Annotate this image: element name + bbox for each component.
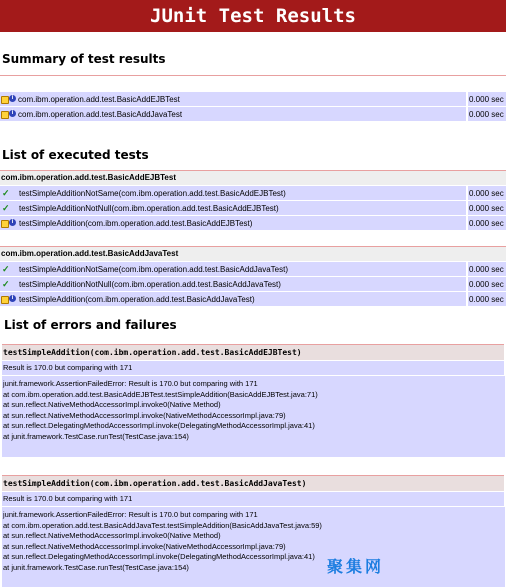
error-message: Result is 170.0 but comparing with 171 <box>2 492 504 507</box>
info-icon: i <box>9 219 16 226</box>
divider <box>0 75 506 76</box>
summary-test-name[interactable]: com.ibm.operation.add.test.BasicAddEJBTest <box>18 95 180 104</box>
test-row[interactable] <box>0 262 506 277</box>
trace-line: at junit.framework.TestCase.runTest(TestCase.java:154) <box>3 562 189 572</box>
trace-line: at sun.reflect.NativeMethodAccessorImpl.invoke0(Native Method) <box>3 400 221 409</box>
summary-heading: Summary of test results <box>2 52 166 66</box>
check-icon: ✓ <box>2 203 10 213</box>
summary-test-name[interactable]: com.ibm.operation.add.test.BasicAddJavaTest <box>18 110 183 119</box>
test-time: 0.000 sec <box>468 216 506 231</box>
warning-icon <box>1 96 9 104</box>
test-time: 0.000 sec <box>468 186 506 201</box>
test-name[interactable]: testSimpleAdditionNotNull(com.ibm.operation.add.test.BasicAddEJBTest) <box>19 204 279 213</box>
warning-icon <box>1 220 9 228</box>
test-row[interactable] <box>0 201 506 216</box>
check-icon: ✓ <box>2 264 10 274</box>
check-icon: ✓ <box>2 279 10 289</box>
test-time: 0.000 sec <box>468 292 506 307</box>
group-header: com.ibm.operation.add.test.BasicAddEJBTest <box>0 170 506 185</box>
errors-heading: List of errors and failures <box>4 318 177 332</box>
test-time: 0.000 sec <box>468 262 506 277</box>
trace-line: at junit.framework.TestCase.runTest(TestCase.java:154) <box>3 431 189 441</box>
error-title[interactable]: testSimpleAddition(com.ibm.operation.add.test.BasicAddJavaTest) <box>2 475 504 491</box>
trace-line: junit.framework.AssertionFailedError: Result is 170.0 but comparing with 171 <box>3 379 258 388</box>
stack-trace <box>2 507 505 587</box>
check-icon: ✓ <box>2 188 10 198</box>
trace-line: junit.framework.AssertionFailedError: Result is 170.0 but comparing with 171 <box>3 510 258 519</box>
trace-line: at com.ibm.operation.add.test.BasicAddEJBTest.testSimpleAddition(BasicAddEJBTest.java:71) <box>3 389 318 399</box>
info-icon: i <box>9 295 16 302</box>
summary-row[interactable] <box>0 92 506 107</box>
test-time: 0.000 sec <box>468 277 506 292</box>
summary-time: 0.000 sec <box>468 107 506 122</box>
trace-line: at sun.reflect.DelegatingMethodAccessorImpl.invoke(DelegatingMethodAccessorImpl.java:41) <box>3 552 315 561</box>
trace-line: at com.ibm.operation.add.test.BasicAddJavaTest.testSimpleAddition(BasicAddJavaTest.java:59) <box>3 520 322 530</box>
warning-icon <box>1 111 9 119</box>
summary-row[interactable] <box>0 107 506 122</box>
test-row[interactable] <box>0 186 506 201</box>
report-title-banner: JUnit Test Results <box>0 0 506 32</box>
test-row[interactable] <box>0 277 506 292</box>
test-name[interactable]: testSimpleAddition(com.ibm.operation.add.test.BasicAddJavaTest) <box>19 295 255 304</box>
group-header: com.ibm.operation.add.test.BasicAddJavaTest <box>0 246 506 261</box>
stack-trace <box>2 376 505 457</box>
test-row[interactable] <box>0 292 506 307</box>
trace-line: at sun.reflect.NativeMethodAccessorImpl.invoke0(Native Method) <box>3 531 221 540</box>
trace-line: at sun.reflect.DelegatingMethodAccessorImpl.invoke(DelegatingMethodAccessorImpl.java:41) <box>3 421 315 430</box>
summary-time: 0.000 sec <box>468 92 506 107</box>
executed-heading: List of executed tests <box>2 148 149 162</box>
watermark: 聚集网 <box>327 557 385 576</box>
error-title[interactable]: testSimpleAddition(com.ibm.operation.add.test.BasicAddEJBTest) <box>2 344 504 360</box>
info-icon: i <box>9 110 16 117</box>
warning-icon <box>1 296 9 304</box>
error-message: Result is 170.0 but comparing with 171 <box>2 361 504 376</box>
test-name[interactable]: testSimpleAddition(com.ibm.operation.add.test.BasicAddEJBTest) <box>19 219 253 228</box>
info-icon: i <box>9 95 16 102</box>
test-name[interactable]: testSimpleAdditionNotSame(com.ibm.operation.add.test.BasicAddJavaTest) <box>19 265 289 274</box>
test-name[interactable]: testSimpleAdditionNotNull(com.ibm.operation.add.test.BasicAddJavaTest) <box>19 280 281 289</box>
trace-line: at sun.reflect.NativeMethodAccessorImpl.invoke(NativeMethodAccessorImpl.java:79) <box>3 541 286 551</box>
test-row[interactable] <box>0 216 506 231</box>
trace-line: at sun.reflect.NativeMethodAccessorImpl.invoke(NativeMethodAccessorImpl.java:79) <box>3 410 286 420</box>
test-name[interactable]: testSimpleAdditionNotSame(com.ibm.operation.add.test.BasicAddEJBTest) <box>19 189 286 198</box>
test-time: 0.000 sec <box>468 201 506 216</box>
